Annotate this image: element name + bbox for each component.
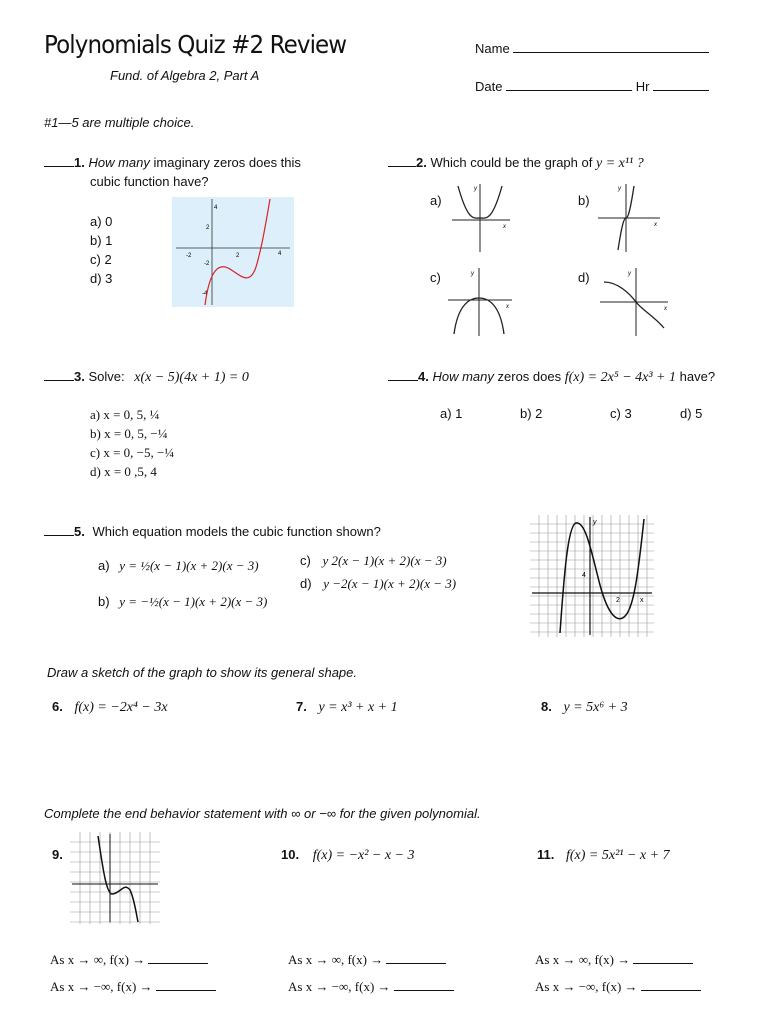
- question-10-expr: f(x) = −x² − x − 3: [312, 848, 415, 863]
- choice-5a-label: a): [98, 558, 110, 573]
- answer-blank-2[interactable]: [388, 153, 416, 167]
- sketch-instructions: Draw a sketch of the graph to show its general shape.: [47, 665, 358, 680]
- date-field[interactable]: [475, 77, 709, 94]
- axis-y-label: y: [593, 519, 597, 526]
- question-5-number: 5.: [74, 524, 85, 539]
- question-2: [388, 153, 644, 172]
- question-6-number: 6.: [52, 699, 63, 714]
- q9-end-neg: [50, 977, 216, 995]
- choice-5a-expr: y = ½(x − 1)(x + 2)(x − 3): [119, 558, 259, 573]
- q9-neg-blank[interactable]: [156, 977, 216, 991]
- q2-label-d[interactable]: d): [578, 270, 590, 285]
- question-1-graph: [172, 197, 294, 307]
- choice-3c[interactable]: c) x = 0, −5, −¼: [90, 445, 175, 460]
- axis-x-label: x: [640, 597, 644, 604]
- question-3: [44, 367, 249, 386]
- question-1-text-2: cubic function have?: [90, 174, 209, 189]
- q10-end-pos: [288, 950, 446, 968]
- mc-instructions: #1—5 are multiple choice.: [44, 115, 195, 130]
- question-11-number: 11.: [537, 847, 555, 862]
- end-neg-text: As x → −∞, f(x) →: [535, 979, 638, 994]
- choice-4a[interactable]: a) 1: [440, 406, 463, 421]
- choice-4b[interactable]: b) 2: [520, 406, 543, 421]
- question-1-emph: How many: [88, 155, 150, 170]
- axis-y-label: y: [474, 186, 477, 192]
- question-2-text: Which could be the graph of: [430, 155, 593, 170]
- choice-5c-expr: y 2(x − 1)(x + 2)(x − 3): [322, 553, 447, 568]
- tick-label: 2: [616, 597, 620, 604]
- question-6-expr: f(x) = −2x⁴ − 3x: [74, 700, 168, 715]
- q2-graph-d: [598, 266, 672, 338]
- end-behavior-instructions: Complete the end behavior statement with ∞ or −∞ for the given polynomial.: [44, 806, 481, 821]
- tick-label: 4: [582, 572, 586, 579]
- choice-5c[interactable]: [300, 553, 447, 569]
- question-6: [52, 699, 168, 716]
- question-11-expr: f(x) = 5x²¹ − x + 7: [565, 848, 670, 863]
- axis-y-label: y: [618, 186, 621, 192]
- q2-graph-a: [450, 182, 512, 254]
- question-4-expr: f(x) = 2x⁵ − 4x³ + 1: [564, 370, 676, 385]
- hr-blank[interactable]: [653, 77, 709, 91]
- q9-pos-blank[interactable]: [148, 950, 208, 964]
- choice-5d[interactable]: [300, 576, 456, 592]
- axis-x-label: x: [503, 224, 506, 230]
- choice-4c[interactable]: c) 3: [610, 406, 632, 421]
- answer-blank-1[interactable]: [44, 153, 74, 167]
- question-7-expr: y = x³ + x + 1: [318, 700, 398, 715]
- question-7: [296, 699, 398, 716]
- question-1-choices: [90, 212, 112, 288]
- question-2-number: 2.: [416, 155, 427, 170]
- q2-graph-c: [446, 266, 516, 338]
- date-blank[interactable]: [506, 77, 632, 91]
- axis-y-label: y: [471, 271, 474, 277]
- choice-1d[interactable]: d) 3: [90, 271, 113, 286]
- question-8-number: 8.: [541, 699, 552, 714]
- question-4-emph: How many: [432, 369, 494, 384]
- end-neg-text: As x → −∞, f(x) →: [50, 979, 153, 994]
- choice-5b-label: b): [98, 594, 110, 609]
- tick-label: 2: [236, 253, 240, 259]
- choice-5b-expr: y = −½(x − 1)(x + 2)(x − 3): [119, 594, 268, 609]
- axis-x-label: x: [654, 222, 657, 228]
- question-3-text: Solve:: [88, 369, 125, 384]
- tick-label: 2: [206, 225, 210, 231]
- answer-blank-5[interactable]: [44, 522, 74, 536]
- question-1-text: imaginary zeros does this: [153, 155, 301, 170]
- choice-1a[interactable]: a) 0: [90, 214, 113, 229]
- q9-end-pos: [50, 950, 208, 968]
- choice-4d[interactable]: d) 5: [680, 406, 703, 421]
- q11-pos-blank[interactable]: [633, 950, 693, 964]
- question-4-tail: have?: [679, 369, 716, 384]
- question-3-choices: [90, 405, 174, 481]
- q2-graph-b: [596, 182, 664, 254]
- question-1-number: 1.: [74, 155, 85, 170]
- hr-label: Hr: [635, 79, 650, 94]
- question-7-number: 7.: [296, 699, 307, 714]
- question-3-expr: x(x − 5)(4x + 1) = 0: [134, 370, 249, 385]
- question-9-graph: [70, 832, 160, 924]
- tick-label: -2: [204, 261, 210, 267]
- question-10: [281, 847, 415, 864]
- question-4-text: zeros does: [497, 369, 562, 384]
- choice-5a[interactable]: [98, 558, 259, 574]
- question-2-expr: y = x¹¹ ?: [595, 156, 644, 171]
- axis-x-label: x: [664, 306, 667, 312]
- function-curve: [98, 836, 138, 922]
- q10-end-neg: [288, 977, 454, 995]
- q11-end-neg: [535, 977, 701, 995]
- tick-label: -4: [202, 291, 208, 297]
- tick-label: -2: [186, 253, 192, 259]
- tick-label: 4: [278, 251, 282, 257]
- axis-x-label: x: [506, 304, 509, 310]
- end-pos-text: As x → ∞, f(x) →: [50, 952, 146, 967]
- name-blank[interactable]: [513, 39, 709, 53]
- page-subtitle: Fund. of Algebra 2, Part A: [110, 68, 260, 83]
- question-8-expr: y = 5x⁶ + 3: [563, 700, 628, 715]
- question-8: [541, 699, 628, 716]
- end-pos-text: As x → ∞, f(x) →: [535, 952, 631, 967]
- q10-neg-blank[interactable]: [394, 977, 454, 991]
- question-1: [44, 153, 301, 170]
- question-10-number: 10.: [281, 847, 300, 862]
- end-pos-text: As x → ∞, f(x) →: [288, 952, 384, 967]
- answer-blank-3[interactable]: [44, 367, 74, 381]
- name-label: Name: [475, 41, 510, 56]
- question-9-number: 9.: [52, 847, 63, 862]
- question-5-text: Which equation models the cubic function shown?: [92, 524, 381, 539]
- question-5: [44, 522, 381, 539]
- axis-y-label: y: [628, 271, 631, 277]
- date-label: Date: [475, 79, 503, 94]
- q11-neg-blank[interactable]: [641, 977, 701, 991]
- question-5-graph: [530, 515, 654, 637]
- graph-background: [172, 197, 294, 307]
- choice-3d[interactable]: d) x = 0 ,5, 4: [90, 464, 157, 479]
- choice-3a[interactable]: a) x = 0, 5, ¼: [90, 407, 160, 422]
- q10-pos-blank[interactable]: [386, 950, 446, 964]
- choice-1c[interactable]: c) 2: [90, 252, 112, 267]
- q2-label-b[interactable]: b): [578, 193, 590, 208]
- choice-5d-expr: y −2(x − 1)(x + 2)(x − 3): [323, 576, 457, 591]
- end-neg-text: As x → −∞, f(x) →: [288, 979, 391, 994]
- choice-5c-label: c): [300, 553, 311, 568]
- name-field[interactable]: [475, 39, 709, 56]
- q2-label-a[interactable]: a): [430, 193, 442, 208]
- choice-3b[interactable]: b) x = 0, 5, −¼: [90, 426, 168, 441]
- choice-5d-label: d): [300, 576, 312, 591]
- q2-label-c[interactable]: c): [430, 270, 441, 285]
- choice-5b[interactable]: [98, 594, 267, 610]
- tick-label: 4: [214, 205, 218, 211]
- question-11: [537, 847, 670, 864]
- question-4: [388, 367, 715, 386]
- choice-1b[interactable]: b) 1: [90, 233, 113, 248]
- question-4-number: 4.: [418, 369, 429, 384]
- answer-blank-4[interactable]: [388, 367, 418, 381]
- page-title: Polynomials Quiz #2 Review: [44, 30, 347, 59]
- q11-end-pos: [535, 950, 693, 968]
- question-3-number: 3.: [74, 369, 85, 384]
